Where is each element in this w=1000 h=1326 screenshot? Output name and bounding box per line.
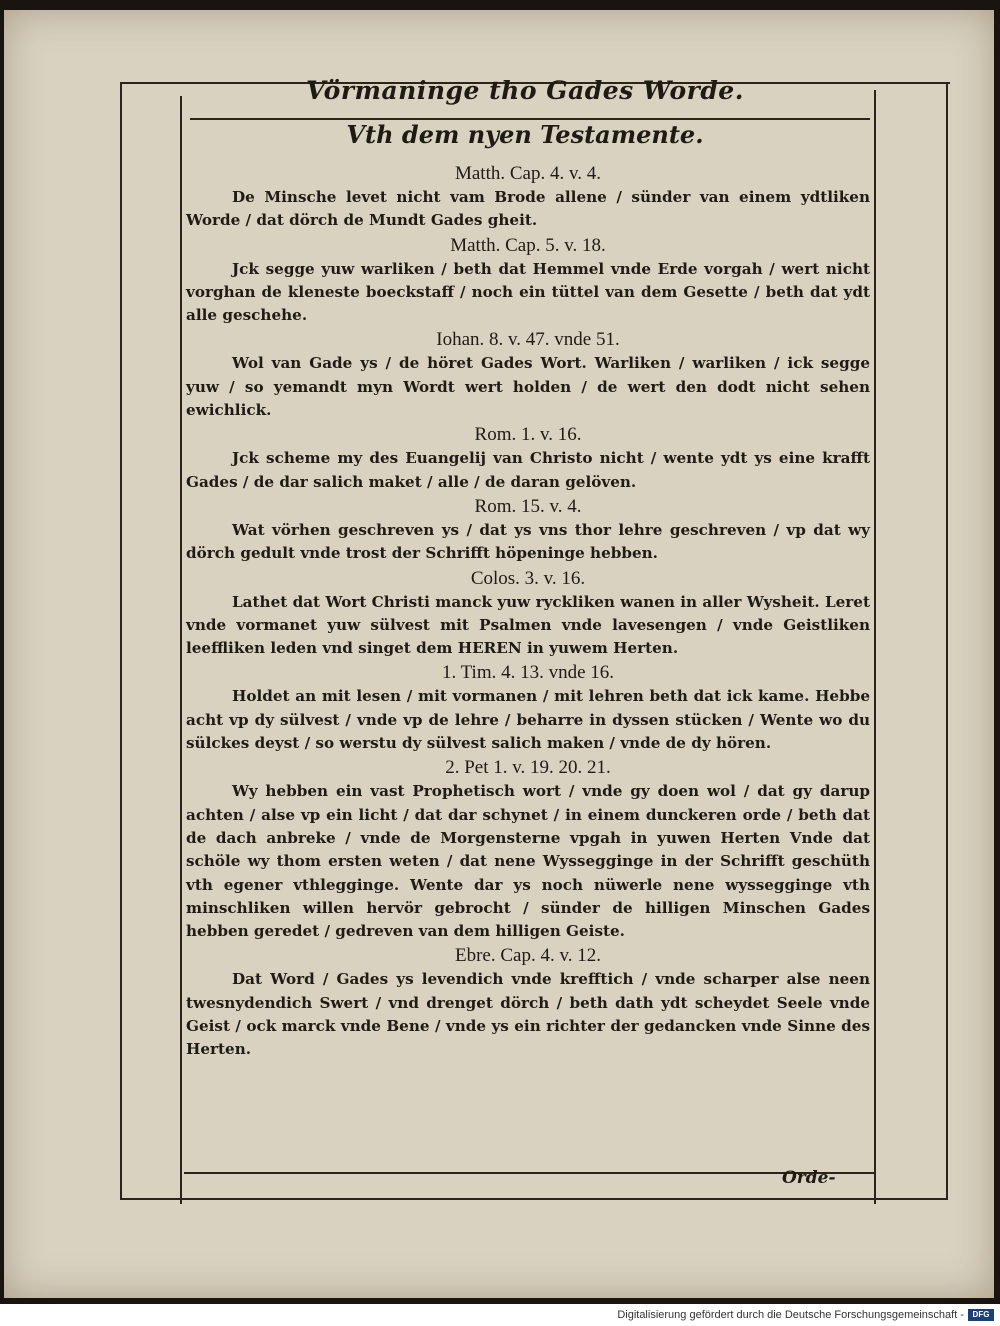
passage-text: Jck segge yuw warliken / beth dat Hemmel vnde Erde vorgah / wert nicht vorghan de kleneste boeckstaff / noch ein tüttel van dem Gesette / beth dat ydt alle geschehe. bbox=[186, 259, 870, 325]
footer-credit: Digitalisierung gefördert durch die Deutsche Forschungsgemeinschaft - bbox=[617, 1309, 964, 1321]
digitization-footer bbox=[0, 1304, 1000, 1326]
running-head: Vörmaninge tho Gades Worde. bbox=[306, 76, 744, 105]
passage-reference: Matth. Cap. 5. v. 18. bbox=[450, 234, 606, 256]
frame-left-rule bbox=[120, 82, 122, 1200]
frame-inner-left-rule bbox=[180, 96, 182, 1204]
passage bbox=[186, 328, 870, 422]
passage bbox=[186, 234, 870, 328]
passage bbox=[186, 567, 870, 661]
passage bbox=[186, 944, 870, 1061]
passage bbox=[186, 423, 870, 494]
passage-reference: Colos. 3. v. 16. bbox=[470, 567, 586, 589]
catchword: Orde- bbox=[782, 1168, 836, 1188]
dfg-logo-icon: DFG bbox=[968, 1309, 994, 1321]
passage-text: Wy hebben ein vast Prophetisch wort / vnde gy doen wol / dat gy darup achten / alse vp ein licht / dat dar schynet / in einem dunckeren orde / beth dat de dach anbreke / vnde de Morgensterne vpgah in yuwen Herten Vnde dat schöle wy thom ersten weten / dat nene Wyssegginge in der Schrifft geschüth vth egener vthlegginge. Wente dar ys noch nüwerle nene wyssegginge vth minschliken willen hervör gebrocht / sünder de hilligen Minschen Gades hebben geredet / gedreven van dem hilligen Geiste. bbox=[186, 782, 870, 941]
passage-reference: 1. Tim. 4. 13. vnde 16. bbox=[441, 662, 615, 684]
passage-text: De Minsche levet nicht vam Brode allene / sünder van einem ydtliken Worde / dat dörch de Mundt Gades gheit. bbox=[186, 188, 870, 230]
frame-inner-right-rule bbox=[874, 90, 876, 1204]
passage bbox=[186, 661, 870, 755]
passage-text: Dat Word / Gades ys levendich vnde krefftich / vnde scharper alse neen twesnydendich Swert / vnd drenget dörch / beth dath ydt scheydet Seele vnde Geist / ock marck vnde Bene / vnde ys ein richter der gedancken vnde Sinne des Herten. bbox=[186, 970, 870, 1059]
section-title: Vth dem nyen Testamente. bbox=[346, 120, 704, 149]
passage-reference: Iohan. 8. v. 47. vnde 51. bbox=[436, 329, 620, 351]
passage-text: Lathet dat Wort Christi manck yuw ryckliken wanen in aller Wysheit. Leret vnde vormanet yuw sülvest mit Psalmen vnde lavesengen / vnde Geistliken leeffliken leden vnd singet dem HEREN in yuwem Herten. bbox=[186, 592, 870, 658]
passage-text: Holdet an mit lesen / mit vormanen / mit lehren beth dat ick kame. Hebbe acht vp dy sülvest / vnde vp de lehre / beharre in dyssen stücken / Wente wo du sülckes deyst / so werstu dy sülvest salich maken / vnde de dy hören. bbox=[186, 687, 870, 753]
frame-right-rule bbox=[946, 82, 948, 1200]
passage bbox=[186, 756, 870, 943]
passage-text: Wat vörhen geschreven ys / dat ys vns thor lehre geschreven / vp dat wy dörch gedult vnde trost der Schrifft höpeninge hebben. bbox=[186, 520, 870, 563]
passage-reference: Ebre. Cap. 4. v. 12. bbox=[455, 945, 601, 967]
foot-rule bbox=[184, 1172, 874, 1174]
scripture-passages bbox=[186, 162, 870, 1063]
passage-text: Jck scheme my des Euangelij van Christo nicht / wente ydt ys eine krafft Gades / de dar salich maket / alle / de daran gelöven. bbox=[186, 449, 870, 491]
passage-reference: Matth. Cap. 4. v. 4. bbox=[454, 163, 601, 184]
passage-reference: 2. Pet 1. v. 19. 20. 21. bbox=[445, 757, 611, 779]
passage-reference: Rom. 15. v. 4. bbox=[474, 495, 582, 517]
passage bbox=[186, 162, 870, 233]
passage-text: Wol van Gade ys / de höret Gades Wort. Warliken / warliken / ick segge yuw / so yemandt myn Wordt wert holden / de wert den dodt nicht sehen ewichlick. bbox=[186, 354, 870, 420]
bottom-rule bbox=[120, 1198, 948, 1200]
passage-reference: Rom. 1. v. 16. bbox=[474, 424, 582, 446]
passage bbox=[186, 495, 870, 566]
